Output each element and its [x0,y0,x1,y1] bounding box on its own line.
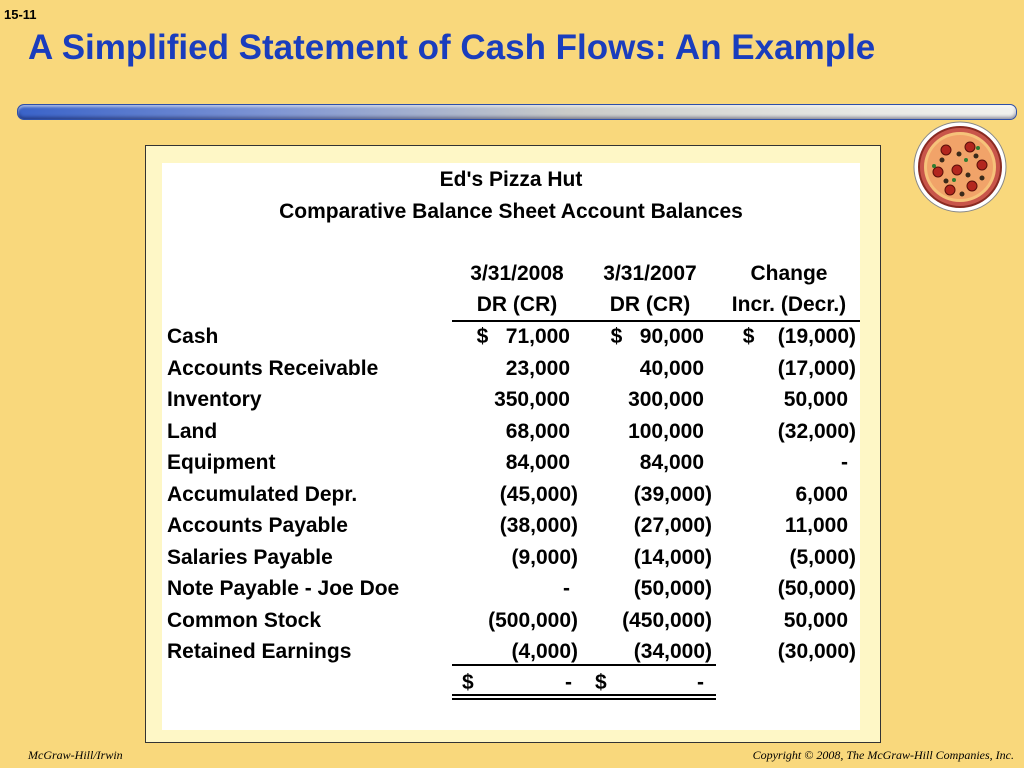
value-2007: 300,000 [628,388,704,411]
footer-copyright: Copyright © 2008, The McGraw-Hill Companies, Inc. [752,748,1014,762]
col-subheader-2007: DR (CR) [609,293,691,316]
value-2008: (4,000) [511,640,578,663]
value-change: 50,000 [783,388,848,411]
value-change: (50,000) [777,577,856,600]
account-name: Note Payable - Joe Doe [167,577,400,600]
account-name: Equipment [167,451,276,474]
footer-publisher: McGraw-Hill/Irwin [28,748,123,762]
slide-title: A Simplified Statement of Cash Flows: An Example [28,28,876,67]
account-name: Accumulated Depr. [167,483,358,506]
value-change: 11,000 [784,514,848,537]
col-header-change: Change [750,262,828,285]
value-2008: (9,000) [511,546,578,569]
value-2008: 68,000 [505,420,570,443]
col-header-2007: 3/31/2007 [603,262,697,285]
company-name: Ed's Pizza Hut [439,168,583,191]
account-name: Land [167,420,218,443]
total-rule [452,664,716,666]
account-name: Accounts Receivable [167,357,379,380]
double-rule-top [452,694,716,696]
value-change: 6,000 [795,483,848,506]
value-change: (32,000) [777,420,856,443]
value-change: (5,000) [789,546,856,569]
value-2008: (38,000) [499,514,578,537]
value-change: $ (19,000) [742,325,856,348]
header-rule [452,320,860,322]
value-2007: 84,000 [639,451,704,474]
report-subtitle: Comparative Balance Sheet Account Balances [279,200,743,223]
value-2008: 23,000 [505,357,570,380]
value-2007: (27,000) [633,514,712,537]
value-2007: (34,000) [633,640,712,663]
value-2008: - [563,577,570,600]
total-dollar-2008: $ [462,671,474,694]
value-2008: 84,000 [505,451,570,474]
col-subheader-change: Incr. (Decr.) [731,293,847,316]
total-dollar-2007: $ [595,671,607,694]
total-2007: - [697,671,704,694]
value-2007: (50,000) [633,577,712,600]
account-name: Cash [167,325,219,348]
value-2007: (39,000) [633,483,712,506]
value-2008: $ 71,000 [476,325,570,348]
account-name: Salaries Payable [167,546,333,569]
account-name: Inventory [167,388,262,411]
account-name: Common Stock [167,609,322,632]
value-2008: 350,000 [494,388,570,411]
value-2007: 40,000 [639,357,704,380]
value-change: - [841,451,848,474]
pizza-icon [912,120,1008,214]
value-change: (30,000) [777,640,856,663]
double-rule-bottom [452,698,716,700]
value-2007: (450,000) [622,609,712,632]
col-subheader-2008: DR (CR) [476,293,558,316]
total-2008: - [565,671,572,694]
title-divider-bar [17,104,1017,120]
account-name: Retained Earnings [167,640,352,663]
value-2007: (14,000) [633,546,712,569]
account-name: Accounts Payable [167,514,348,537]
value-2007: 100,000 [628,420,704,443]
value-2008: (45,000) [499,483,578,506]
col-header-2008: 3/31/2008 [470,262,564,285]
value-change: (17,000) [777,357,856,380]
value-2008: (500,000) [488,609,578,632]
value-2007: $ 90,000 [610,325,704,348]
slide-number: 15-11 [4,7,37,22]
value-change: 50,000 [783,609,848,632]
